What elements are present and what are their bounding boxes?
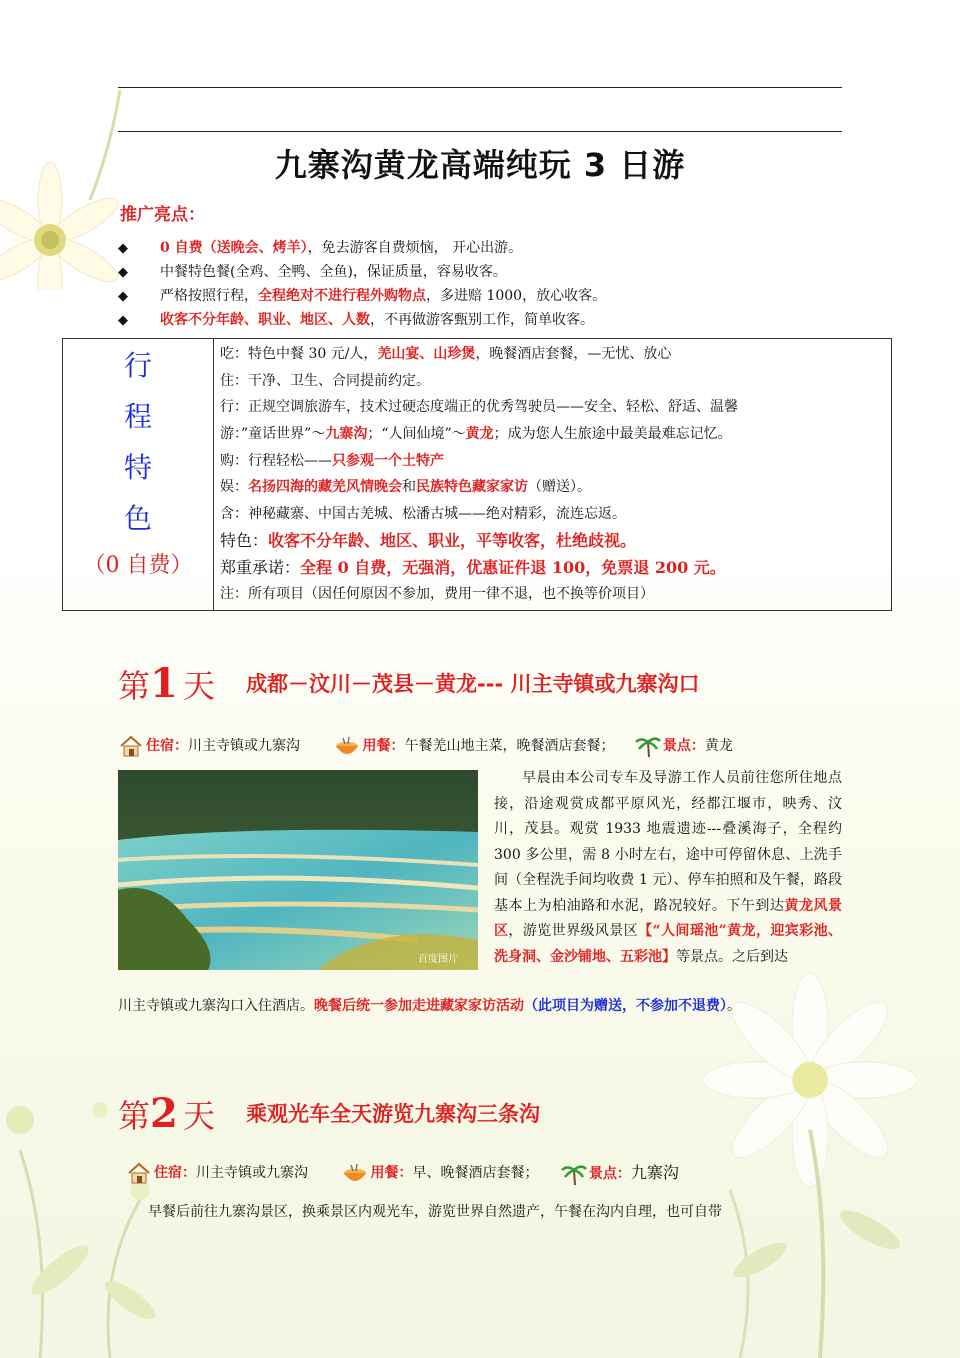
highlights-list <box>118 236 606 332</box>
feature-segment: ，晚餐酒店套餐，—无忧、放心 <box>475 346 672 362</box>
feature-segment: 收客不分年龄、地区、职业，平等收客，杜绝歧视。 <box>268 530 637 550</box>
day2-meal: 用餐：早、晚餐酒店套餐； <box>342 1161 538 1185</box>
day1-text-segment: 【“人间瑶池”黄龙，迎宾彩池、洗身洞、金沙铺地、五彩池】 <box>494 923 843 965</box>
day1-meal: 用餐：午餐羌山地主菜，晚餐酒店套餐； <box>334 734 614 758</box>
features-label-char: 行 <box>123 349 152 382</box>
highlights-heading: 推广亮点： <box>120 205 205 225</box>
day1-spot: 景点：黄龙 <box>635 734 733 758</box>
features-label-char: 特 <box>123 451 152 484</box>
diamond-bullet-icon: ◆ <box>118 241 128 256</box>
day1-text-segment: ，游览世界级风景区 <box>508 923 639 939</box>
huanglong-pools-photo <box>118 770 478 970</box>
page-title: 九寨沟黄龙高端纯玩 3 日游 <box>274 146 686 184</box>
highlight-segment: 0 自费（送晚会、烤羊） <box>160 240 308 256</box>
feature-segment: 吃：特色中餐 30 元/人， <box>220 346 378 362</box>
highlight-item <box>118 260 606 284</box>
feature-segment: 民族特色藏家家访 <box>416 479 528 496</box>
highlight-segment: 全程绝对不进行程外购物点 <box>258 288 426 304</box>
feature-segment: ；“人间仙境”～ <box>367 426 466 443</box>
feature-segment: 行：正规空调旅游车，技术过硬态度端正的优秀驾驶员——安全、轻松、舒适、温馨 <box>220 399 738 416</box>
day2-suffix: 天 <box>182 1097 215 1135</box>
flower-decoration-icon <box>0 1040 200 1358</box>
house-icon <box>126 1161 152 1185</box>
day2-prefix: 第 <box>118 1097 151 1135</box>
day2-stay: 住宿：川主寺镇或九寨沟 <box>126 1161 308 1185</box>
feature-row <box>220 394 885 421</box>
house-icon <box>118 734 144 758</box>
features-table <box>62 338 892 611</box>
highlight-segment: 中餐特色餐(全鸡、全鸭、全鱼)，保证质量，容易收客。 <box>160 264 507 280</box>
feature-row <box>220 368 885 395</box>
feature-segment: 注：所有项目（因任何原因不参加，费用一律不退，也不换等价项目） <box>220 586 654 603</box>
highlight-segment: 严格按照行程， <box>160 288 258 304</box>
highlight-segment: 收客不分年龄、职业、地区、人数 <box>160 312 370 328</box>
highlight-segment: ，不再做游客甄别工作，简单收客。 <box>370 312 594 328</box>
day1-text-segment: 等景点。之后到达 <box>676 948 788 965</box>
feature-segment: 娱： <box>220 479 248 496</box>
header-rule-top <box>118 87 842 88</box>
day1-number: 1 <box>150 660 178 707</box>
day1-text-segment: 黄龙风景区 <box>494 897 843 939</box>
feature-segment: 和 <box>402 479 416 496</box>
header-rule-bottom <box>118 131 842 132</box>
feature-segment: 黄龙 <box>465 426 494 443</box>
palm-tree-icon <box>635 734 661 758</box>
highlight-item <box>118 308 606 332</box>
palm-tree-icon <box>561 1162 587 1186</box>
feature-segment: 住：干净、卫生、合同提前约定。 <box>220 372 430 389</box>
features-label-cell <box>63 339 214 611</box>
features-label-char: 色 <box>123 502 152 535</box>
feature-row <box>220 555 885 582</box>
day1-text-segment: 晚餐后统一参加走进藏家家访活动 <box>314 998 524 1014</box>
day1-text-segment: 。 <box>727 998 741 1014</box>
day1-title: 成都－汶川－茂县－黄龙--- 川主寺镇或九寨沟口 <box>246 672 700 696</box>
feature-segment: 郑重承诺： <box>220 557 301 577</box>
feature-segment: （赠送）。 <box>528 479 591 496</box>
day2-number: 2 <box>150 1090 178 1137</box>
day2-title: 乘观光车全天游览九寨沟三条沟 <box>246 1102 541 1126</box>
diamond-bullet-icon: ◆ <box>118 265 128 280</box>
features-label-char: 程 <box>123 400 152 433</box>
feature-segment: 九寨沟 <box>325 426 368 443</box>
feature-row <box>220 474 885 501</box>
day2-description: 早餐后前往九寨沟景区，换乘景区内观光车，游览世界自然遗产，午餐在沟内自理，也可自带 <box>148 1204 722 1220</box>
feature-segment: 全程 0 自费，无强消，优惠证件退 100，免票退 200 元。 <box>300 557 726 577</box>
feature-segment: 特色： <box>220 530 269 550</box>
day1-stay: 住宿：川主寺镇或九寨沟 <box>118 734 300 758</box>
feature-segment: 购：行程轻松—— <box>220 452 332 469</box>
day2-info-row <box>126 1160 679 1186</box>
day1-info-row <box>118 734 733 758</box>
features-content-cell <box>214 339 892 611</box>
day1-suffix: 天 <box>182 667 215 705</box>
day1-text-segment: 川主寺镇或九寨沟口入住酒店。 <box>118 998 314 1014</box>
meal-bowl-icon <box>334 734 360 758</box>
feature-row <box>220 421 885 448</box>
meal-bowl-icon <box>342 1161 368 1185</box>
feature-segment: 含：神秘藏寨、中国古羌城、松潘古城——绝对精彩，流连忘返。 <box>220 506 626 523</box>
photo-watermark: 百度图片 <box>418 954 458 965</box>
day1-text-segment: （此项目为赠送，不参加不退费） <box>524 998 727 1014</box>
highlight-segment: ，免去游客自费烦恼， 开心出游。 <box>307 240 523 256</box>
feature-row <box>220 448 885 475</box>
day2-spot: 景点：九寨沟 <box>561 1160 679 1186</box>
features-sublabel: （0 自费） <box>83 553 193 578</box>
feature-segment: 名扬四海的藏羌风情晚会 <box>248 479 402 496</box>
day2-heading <box>118 1090 540 1137</box>
day1-description <box>494 766 842 970</box>
highlight-segment: ，多进赔 1000，放心收客。 <box>426 288 607 304</box>
feature-row <box>220 528 885 555</box>
feature-segment: 游：”童话世界”～ <box>220 426 326 443</box>
day1-heading <box>118 660 700 707</box>
day1-prefix: 第 <box>118 667 151 705</box>
feature-row <box>220 581 885 608</box>
diamond-bullet-icon: ◆ <box>118 313 128 328</box>
highlight-item <box>118 236 606 260</box>
highlight-item <box>118 284 606 308</box>
feature-row <box>220 341 885 368</box>
diamond-bullet-icon: ◆ <box>118 289 128 304</box>
feature-segment: 只参观一个土特产 <box>332 452 444 469</box>
day1-text-segment: 早晨由本公司专车及导游工作人员前往您所住地点接，沿途观赏成都平原风光，经都江堰市，映秀、汶川，茂县。观赏 1933 地震遗迹---叠溪海子，全程约 300 多公里，需 8 小时左右，途中可停留休息、上洗手间（全程洗手间均收费 1 元）、停车拍照和及午餐，路段基本上为柏油路和水泥，路况较好。下午到达 <box>494 770 842 914</box>
feature-segment: ；成为您人生旅途中最美最难忘记忆。 <box>493 426 732 443</box>
day1-description-end <box>118 994 741 1019</box>
feature-segment: 羌山宴、山珍煲 <box>377 346 476 362</box>
feature-row <box>220 501 885 528</box>
